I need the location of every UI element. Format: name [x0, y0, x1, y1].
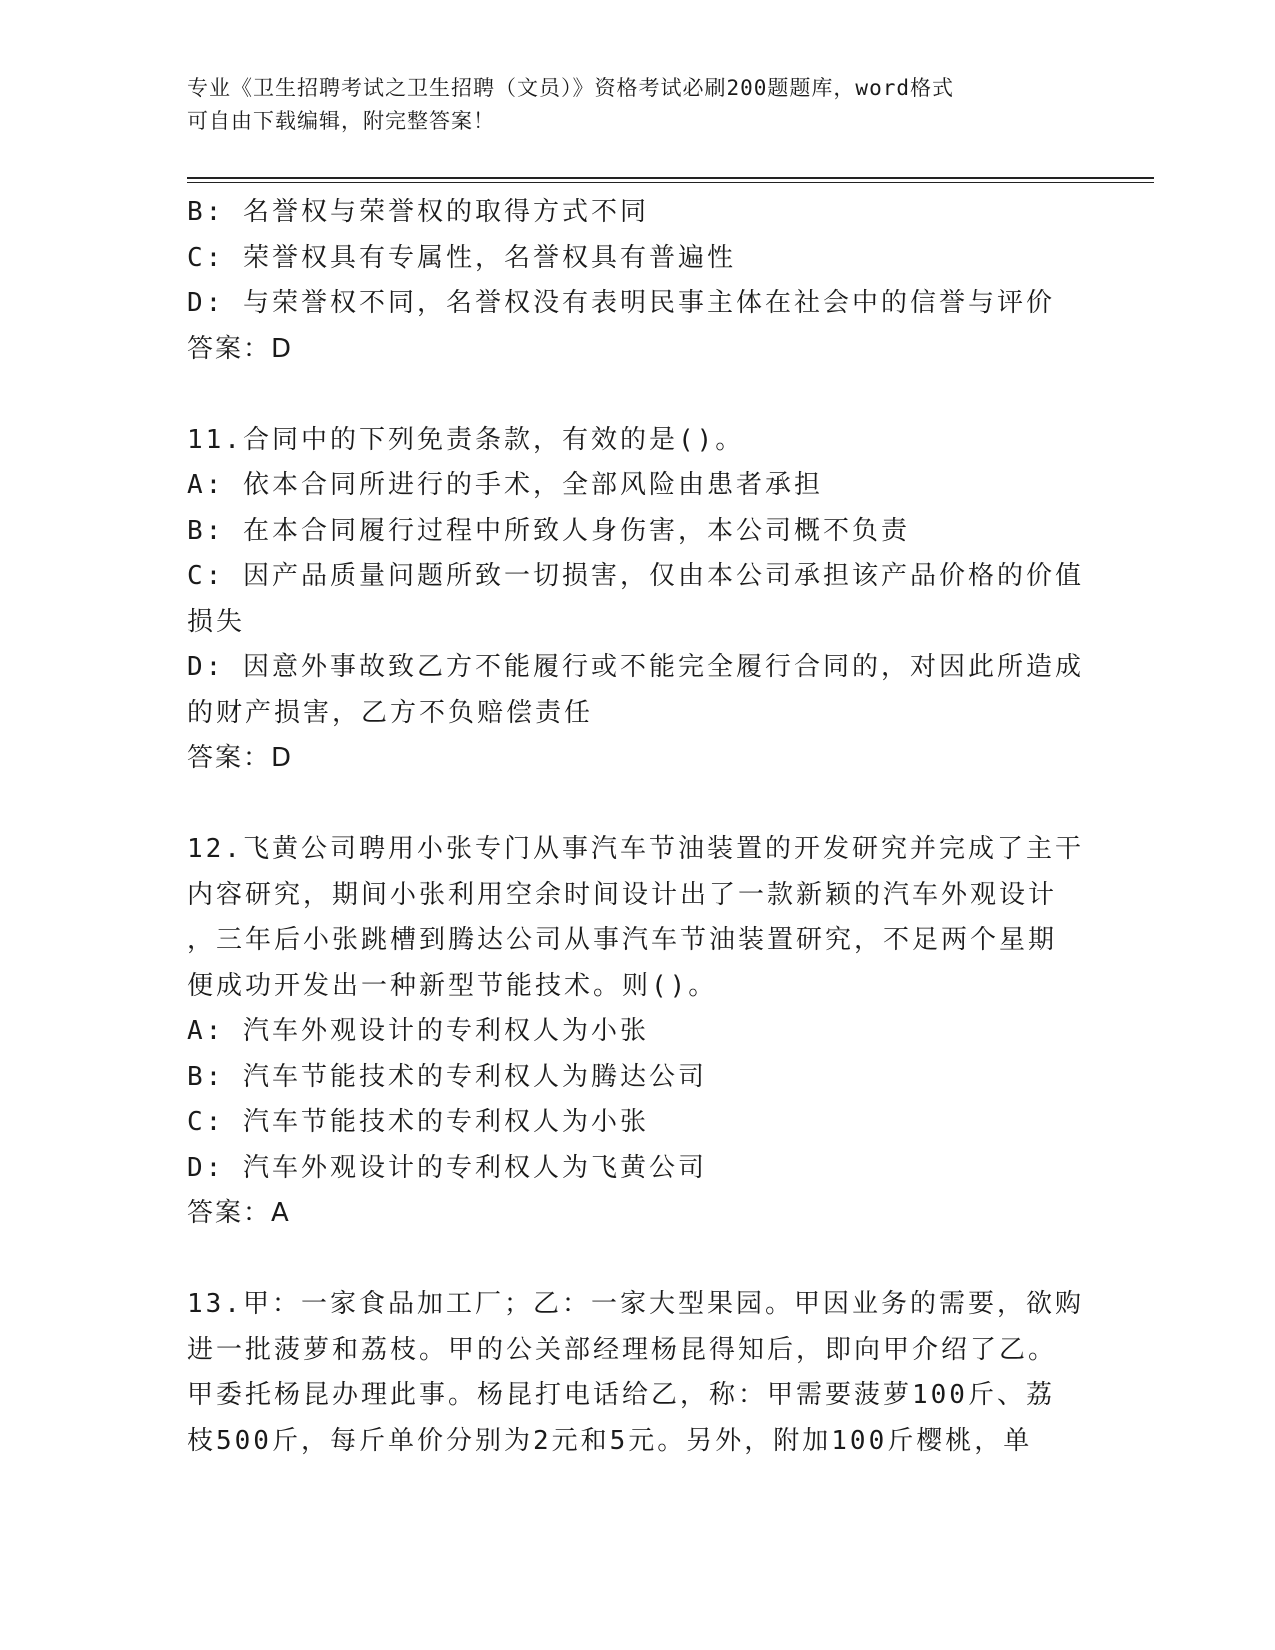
question-stem: 12.飞黄公司聘用小张专门从事汽车节油装置的开发研究并完成了主干	[187, 834, 1084, 864]
question-stem: 11.合同中的下列免责条款，有效的是()。	[187, 424, 745, 455]
header-divider-thin	[187, 182, 1154, 183]
option-b: B: 汽车节能技术的专利权人为腾达公司	[187, 1061, 707, 1092]
answer: 答案：D	[187, 743, 294, 773]
spacer	[187, 1237, 1087, 1283]
question-stem-continued: 甲委托杨昆办理此事。杨昆打电话给乙，称：甲需要菠萝100斤、荔	[187, 1380, 1055, 1410]
question-stem-continued: 便成功开发出一种新型节能技术。则()。	[187, 970, 718, 1001]
question-13	[187, 1282, 1087, 1464]
option-d-continued: 的财产损害，乙方不负赔偿责任	[187, 697, 594, 728]
option-c: C: 汽车节能技术的专利权人为小张	[187, 1107, 649, 1137]
option-c: C: 荣誉权具有专属性，名誉权具有普遍性	[187, 242, 736, 273]
spacer	[187, 372, 1087, 418]
header-line-1: 专业《卫生招聘考试之卫生招聘（文员）》资格考试必刷200题题库，word格式	[187, 76, 954, 100]
question-11	[187, 418, 1087, 782]
question-stem-continued: 内容研究，期间小张利用空余时间设计出了一款新颖的汽车外观设计	[187, 879, 1058, 910]
answer: 答案：A	[187, 1198, 291, 1228]
option-b: B: 在本合同履行过程中所致人身伤害，本公司概不负责	[187, 515, 910, 546]
question-10-continued	[187, 190, 1087, 372]
document-body	[187, 190, 1087, 1464]
option-d: D: 因意外事故致乙方不能履行或不能完全履行合同的，对因此所造成	[187, 652, 1084, 682]
question-stem: 13.甲：一家食品加工厂；乙：一家大型果园。甲因业务的需要，欲购	[187, 1289, 1084, 1319]
document-header	[187, 72, 1087, 138]
question-stem-continued: ，三年后小张跳槽到腾达公司从事汽车节油装置研究，不足两个星期	[187, 925, 1058, 955]
header-divider-thick	[187, 177, 1154, 179]
question-12	[187, 827, 1087, 1237]
header-line-2: 可自由下载编辑，附完整答案！	[187, 109, 495, 133]
option-a: A: 汽车外观设计的专利权人为小张	[187, 1016, 649, 1046]
option-a: A: 依本合同所进行的手术，全部风险由患者承担	[187, 470, 823, 500]
option-c: C: 因产品质量问题所致一切损害，仅由本公司承担该产品价格的价值	[187, 561, 1084, 591]
option-b: B: 名誉权与荣誉权的取得方式不同	[187, 197, 649, 227]
answer: 答案：D	[187, 333, 294, 364]
spacer	[187, 782, 1087, 828]
option-c-continued: 损失	[187, 606, 246, 637]
option-d: D: 与荣誉权不同，名誉权没有表明民事主体在社会中的信誉与评价	[187, 288, 1055, 318]
option-d: D: 汽车外观设计的专利权人为飞黄公司	[187, 1152, 707, 1183]
question-stem-continued: 进一批菠萝和荔枝。甲的公关部经理杨昆得知后，即向甲介绍了乙。	[187, 1334, 1058, 1365]
question-stem-continued: 枝500斤，每斤单价分别为2元和5元。另外，附加100斤樱桃，单	[187, 1425, 1033, 1456]
